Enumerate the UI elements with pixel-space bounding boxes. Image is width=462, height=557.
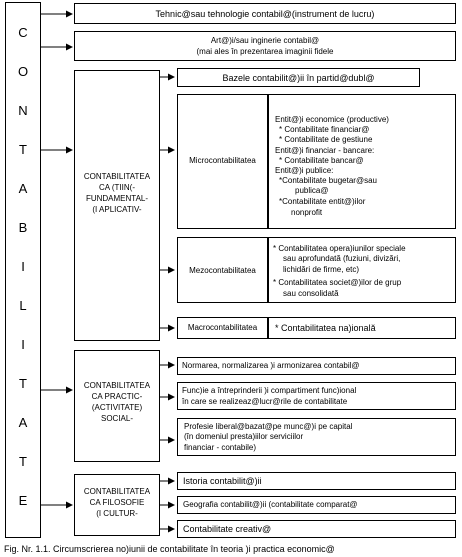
micro-content-box <box>268 94 456 229</box>
geografia-text: Geografia contabilit@)ii (contabilitate comparat@ <box>183 500 358 509</box>
root-letter: T <box>19 454 27 469</box>
group3-label-line-1: CONTABILITATEA <box>83 487 151 496</box>
group3-label-box <box>74 474 160 536</box>
root-letter: C <box>18 25 28 40</box>
functie-line-1: Func)ie a întreprinderii )i compartiment func)ional <box>182 386 357 395</box>
macro-label-text: Macrocontabilitatea <box>187 323 258 332</box>
istoria-text: Istoria contabilit@)ii <box>183 476 262 486</box>
profesie-line-2: (în domeniul presta)iilor serviciilor <box>184 432 304 441</box>
group2-label-line-1: CONTABILITATEA <box>83 381 151 390</box>
arta-line-2: (mai ales în prezentarea imaginii fidele <box>196 47 334 56</box>
bazele-text: Bazele contabilit@)ii în partid@dubl@ <box>222 73 375 83</box>
group3-label-line-2: CA FILOSOFIE <box>89 498 145 507</box>
root-letter: A <box>18 415 28 430</box>
profesie-line-3: financiar - contabile) <box>184 443 257 452</box>
micro-label-text: Microcontabilitatea <box>189 156 256 165</box>
root-letter: O <box>17 64 29 79</box>
root-letter: A <box>18 181 28 196</box>
root-letter: N <box>18 103 28 118</box>
macro-label-box <box>177 317 268 339</box>
root-letter: I <box>21 337 25 352</box>
group1-label-line-4: (I APLICATIV- <box>92 205 142 214</box>
macro-text: * Contabilitatea na)ională <box>275 323 376 333</box>
group2-label-line-3: (ACTIVITATE) <box>91 403 143 412</box>
mezo-content-box <box>268 237 456 303</box>
micro-line: publica@ <box>295 186 329 195</box>
mezo-line: sau consolidată <box>283 289 339 298</box>
micro-label-box <box>177 94 268 229</box>
arta-box <box>74 31 456 61</box>
macro-content-box <box>268 317 456 339</box>
micro-line: Entit@)i publice: <box>275 166 334 175</box>
micro-line: * Contabilitate de gestiune <box>279 135 373 144</box>
bazele-box <box>177 68 420 87</box>
root-letter: T <box>19 376 27 391</box>
micro-line: *Contabilitate bugetar@sau <box>279 176 377 185</box>
micro-line: * Contabilitate financiar@ <box>279 125 370 134</box>
geografia-box <box>177 496 456 514</box>
normarea-text: Normarea, normalizarea )i armonizarea contabil@ <box>182 361 360 370</box>
micro-line: *Contabilitate entit@)ilor <box>279 197 366 206</box>
creativa-text: Contabilitate creativ@ <box>183 524 272 534</box>
root-letter: T <box>19 142 27 157</box>
tehnica-text: Tehnic@sau tehnologie contabil@(instrument de lucru) <box>155 9 375 19</box>
micro-line: * Contabilitate bancar@ <box>279 156 364 165</box>
functie-box <box>177 382 456 410</box>
root-letter: L <box>19 298 27 313</box>
root-letter: B <box>18 220 28 235</box>
group2-label-box <box>74 350 160 462</box>
root-letter: I <box>21 259 25 274</box>
mezo-line: * Contabilitatea opera)iunilor speciale <box>273 244 406 253</box>
group1-label-line-3: FUNDAMENTAL- <box>85 194 149 203</box>
group3-label-line-3: (I CULTUR- <box>96 509 138 518</box>
micro-line: nonprofit <box>291 208 323 217</box>
functie-line-2: în care se realizeaz@lucr@rile de contabilitate <box>182 397 348 406</box>
tehnica-box <box>74 3 456 24</box>
profesie-line-1: Profesie liberal@bazat@pe munc@)i pe capital <box>184 422 353 431</box>
micro-line: Entit@)i economice (productive) <box>275 115 389 124</box>
root-letter: E <box>18 493 28 508</box>
group1-label-line-2: CA (TIIN(- <box>99 183 135 192</box>
mezo-line: sau aprofundată (fuziuni, divizări, <box>283 254 401 263</box>
creativa-box <box>177 520 456 538</box>
group2-label-line-4: SOCIAL- <box>100 414 133 423</box>
mezo-label-text: Mezocontabilitatea <box>189 266 256 275</box>
istoria-box <box>177 472 456 490</box>
mezo-line: * Contabilitatea societ@)ilor de grup <box>273 278 402 287</box>
normarea-box <box>177 357 456 375</box>
group1-label-line-1: CONTABILITATEA <box>83 172 151 181</box>
profesie-box <box>177 418 456 456</box>
mezo-line: lichidări de firme, etc) <box>283 265 360 274</box>
figure-caption: Fig. Nr. 1.1. Circumscrierea no)iunii de contabilitate în teoria )i practica economic@ <box>4 544 335 554</box>
arta-line-1: Art@)i/sau inginerie contabil@ <box>210 36 320 45</box>
group2-label-line-2: CA PRACTIC- <box>91 392 143 401</box>
mezo-label-box <box>177 237 268 303</box>
micro-line: Entit@)i financiar - bancare: <box>275 146 375 155</box>
group1-label-box <box>74 70 160 341</box>
